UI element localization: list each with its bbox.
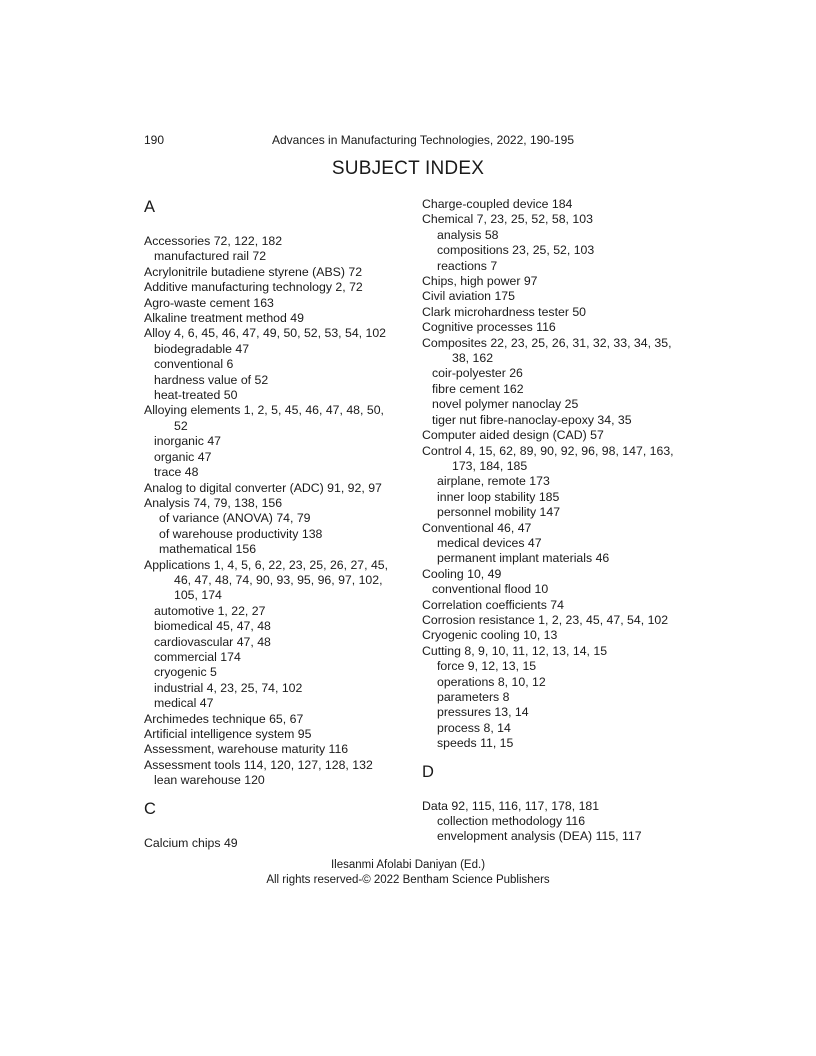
index-subentry: coir-polyester 26 — [432, 366, 523, 381]
index-entry: Computer aided design (CAD) 57 — [422, 428, 604, 443]
index-subentry: permanent implant materials 46 — [437, 551, 610, 566]
index-subentry: biomedical 45, 47, 48 — [154, 619, 271, 634]
index-entry: Data 92, 115, 116, 117, 178, 181 — [422, 798, 600, 813]
index-subentry: medical 47 — [154, 696, 214, 711]
index-subentry: of variance (ANOVA) 74, 79 — [159, 511, 311, 526]
index-entry: Correlation coefficients 74 — [422, 597, 564, 612]
index-entry: Cryogenic cooling 10, 13 — [422, 628, 558, 643]
index-entry: Chips, high power 97 — [422, 274, 538, 289]
index-subentry: conventional 6 — [154, 357, 234, 372]
index-subentry: analysis 58 — [437, 227, 499, 242]
index-entry: Additive manufacturing technology 2, 72 — [144, 280, 363, 295]
index-subentry: hardness value of 52 — [154, 372, 269, 387]
page-number: 190 — [144, 133, 165, 147]
index-entry: Civil aviation 175 — [422, 289, 515, 304]
index-subentry: personnel mobility 147 — [437, 505, 561, 520]
index-entry: Calcium chips 49 — [144, 835, 238, 850]
section-letter: A — [144, 198, 156, 216]
index-subentry: of warehouse productivity 138 — [159, 526, 323, 541]
index-subentry: pressures 13, 14 — [437, 705, 529, 720]
index-subentry: mathematical 156 — [159, 542, 257, 557]
index-subentry: automotive 1, 22, 27 — [154, 603, 266, 618]
index-subentry: airplane, remote 173 — [437, 474, 550, 489]
index-subentry: reactions 7 — [437, 258, 498, 273]
running-head: Advances in Manufacturing Technologies, 2022, 190-195 — [272, 133, 574, 147]
spacer — [144, 819, 394, 836]
index-entry: Cooling 10, 49 — [422, 566, 502, 581]
section-letter: D — [422, 762, 434, 781]
index-subentry: heat-treated 50 — [154, 388, 238, 403]
index-subentry: compositions 23, 25, 52, 103 — [437, 243, 595, 258]
index-entry: Assessment, warehouse maturity 116 — [144, 742, 349, 757]
index-entry: Analysis 74, 79, 138, 156 — [144, 495, 283, 510]
index-entry: Accessories 72, 122, 182 — [144, 234, 283, 248]
index-subentry: inorganic 47 — [154, 434, 221, 449]
footer-editor: Ilesanmi Afolabi Daniyan (Ed.) — [330, 859, 486, 871]
index-subentry: biodegradable 47 — [154, 341, 250, 356]
section-letter: C — [144, 799, 156, 818]
index-subentry: tiger nut fibre-nanoclay-epoxy 34, 35 — [432, 412, 632, 427]
index-entry-continuation: 105, 174 — [174, 588, 222, 603]
index-subentry: process 8, 14 — [437, 720, 511, 735]
page-title: SUBJECT INDEX — [331, 158, 485, 179]
index-subentry: trace 48 — [154, 465, 199, 480]
index-entry: Cognitive processes 116 — [422, 320, 556, 335]
index-subentry: parameters 8 — [437, 690, 510, 704]
index-entry: Composites 22, 23, 25, 26, 31, 32, 33, 34, 35, — [422, 335, 672, 350]
index-subentry: conventional flood 10 — [432, 582, 549, 597]
index-entry: Archimedes technique 65, 67 — [144, 711, 304, 726]
index-entry: Artificial intelligence system 95 — [144, 727, 312, 741]
index-entry: Acrylonitrile butadiene styrene (ABS) 72 — [144, 264, 363, 279]
index-entry: Alloy 4, 6, 45, 46, 47, 49, 50, 52, 53, 54, 102 — [144, 326, 387, 341]
index-entry: Charge-coupled device 184 — [422, 197, 573, 211]
index-entry-continuation: 46, 47, 48, 74, 90, 93, 95, 96, 97, 102, — [174, 572, 383, 587]
index-subentry: inner loop stability 185 — [437, 489, 560, 504]
index-subentry: lean warehouse 120 — [154, 773, 265, 788]
index-entry: Chemical 7, 23, 25, 52, 58, 103 — [422, 212, 593, 227]
spacer — [422, 782, 682, 799]
spacer — [144, 217, 394, 234]
index-subentry: manufactured rail 72 — [154, 249, 267, 264]
index-entry: Cutting 8, 9, 10, 11, 12, 13, 14, 15 — [422, 643, 608, 658]
index-subentry: cryogenic 5 — [154, 665, 217, 680]
index-entry-continuation: 173, 184, 185 — [452, 458, 528, 473]
index-entry: Assessment tools 114, 120, 127, 128, 132 — [144, 757, 373, 772]
index-subentry: medical devices 47 — [437, 535, 542, 550]
index-entry: Alkaline treatment method 49 — [144, 311, 304, 326]
index-entry: Conventional 46, 47 — [422, 520, 532, 535]
index-entry: Applications 1, 4, 5, 6, 22, 23, 25, 26, 27, 45, — [144, 557, 389, 572]
index-entry: Analog to digital converter (ADC) 91, 92, 97 — [144, 480, 382, 495]
index-subentry: organic 47 — [154, 449, 212, 464]
index-subentry: operations 8, 10, 12 — [437, 674, 546, 689]
index-subentry: cardiovascular 47, 48 — [154, 634, 271, 649]
index-entry: Corrosion resistance 1, 2, 23, 45, 47, 54, 102 — [422, 612, 669, 627]
index-column-right — [422, 197, 682, 845]
index-subentry: force 9, 12, 13, 15 — [437, 659, 537, 674]
index-entry: Alloying elements 1, 2, 5, 45, 46, 47, 48, 50, — [144, 403, 384, 418]
spacer — [144, 789, 394, 799]
index-entry: Agro-waste cement 163 — [144, 295, 274, 310]
index-entry: Clark microhardness tester 50 — [422, 304, 587, 319]
index-subentry: novel polymer nanoclay 25 — [432, 397, 579, 412]
index-subentry: industrial 4, 23, 25, 74, 102 — [154, 680, 303, 695]
index-entry-continuation: 38, 162 — [452, 351, 494, 366]
index-subentry: envelopment analysis (DEA) 115, 117 — [437, 829, 642, 844]
index-entry: Control 4, 15, 62, 89, 90, 92, 96, 98, 147, 163, — [422, 443, 674, 458]
index-subentry: commercial 174 — [154, 649, 241, 664]
index-subentry: collection methodology 116 — [437, 814, 586, 829]
index-subentry: speeds 11, 15 — [437, 736, 514, 751]
index-entry-continuation: 52 — [174, 418, 188, 433]
index-subentry: fibre cement 162 — [432, 381, 524, 396]
index-column-left — [144, 197, 394, 851]
footer-copyright: All rights reserved-© 2022 Bentham Science Publishers — [266, 874, 550, 886]
spacer — [422, 752, 682, 762]
